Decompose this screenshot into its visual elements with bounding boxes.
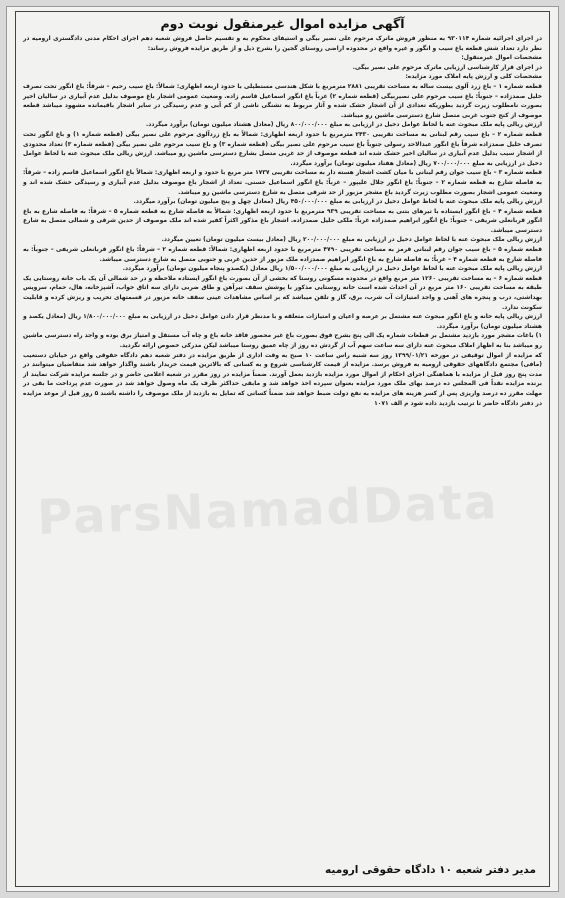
- notice-paragraph: در اجرای اجرائیه شماره ۹۳۰۱۱۴ به منظور فروش ماترک مرحوم علی نصیر بیگی و استیفای محکوم به و تقسیم حاصل فروش شعبه دهم اجرای احکام مدنی دادگستری ارومیه در نظر دارد تعداد شش قطعه باغ سیب و انگور و غیره واقع در محدوده اراضی روستای گجین را بشرح ذیل و از طریق مزایده فروش رساند:: [23, 35, 542, 52]
- notice-sheet: [6, 6, 559, 892]
- notice-paragraph: ارزش ریالی پایه ملک مبحوث عنه با لحاظ عوامل دخیل در ارزیابی به مبلغ ۱/۵۰۰/۰۰۰/۰۰۰ ریال معادل (یکصدو پنجاه میلیون تومان) برآورد میگردد.: [122, 265, 542, 273]
- notice-paragraph: ارزش ریالی ملک مبحوث عنه با لحاظ عوامل دخیل در ارزیابی به مبلغ ۲۰۰/۰۰۰/۰۰۰ ریال (معادل بیست میلیون تومان) تعیین میگردد.: [161, 236, 542, 244]
- notice-paragraph: قطعه شماره ۱ – باغ زرد آلوی بیست ساله به مساحت تقریبی ۲۸۸۱ مترمربع با شکل هندسی مستطیلی با حدود اربعه اظهاری: شمالاً: باغ سیب رحیم – شرقاً: باغ انگور تحت تصرف خلیل صمدزاده – جنوباً: باغ سیب مرحوم علی نصیربیگی (قطعه شماره ۲) غرباً باغ انگور اسماعیل قاسم زاده. وضعیت عمومی اشجار باغ موصوف بدلیل عدم آبیاری در سالیان اخیر بصورت نامطلوب زیرت گردید بطوریکه تعدادی از آن اشجار خشک شده و آثار مربوط به تشنگی ناشی از کم آبی و عدم رسیدگی در سایر اشجار باقیمانده مشهود میباشد قطعه موصوف از کنج جنوب غربی متصل شارع دسترسی ماشین رو میباشد.: [23, 82, 543, 119]
- notice-paragraph: ارزش ریالی پایه ملک مبحوث عنه با لحاظ عوامل دخیل در ارزیابی به مبلغ ۴۵۰/۰۰۰/۰۰۰ ریال (معادل چهل و پنج میلیون تومان) برآورد میگردد.: [133, 198, 542, 206]
- notice-paragraph: مشخصات اموال غیرمنقول:: [461, 54, 542, 62]
- signature: مدیر دفتر شعبه ۱۰ دادگاه حقوقی ارومیه: [325, 864, 536, 876]
- notice-frame: [15, 11, 550, 887]
- notice-paragraph: قطعه شماره ۴ – باغ انگور ایستاده با تیرهای بتنی به مساحت تقریبی ۹۳۹ مترمربع با حدود اربعه اظهاری: شمالاً به فاصله شارع به قطعه شماره ۵ – شرقاً: به فاصله شارع به باغ انگور قربانعلی شریفی – جنوباً: باغ انگور ابراهیم صمدزاده غرباً: ملکی خلیل صمدزاده. اشجار باغ مذکور اکثراً کفیر شده اند ملک موصوف از حدین شرقی و شمالی متصل به شارع دسترسی میباشد.: [23, 207, 543, 234]
- notice-paragraph: قطعه شماره ۵ – باغ سیب جوان رقم لبنانی قرمز به مساحت تقریبی ۴۷۹۰ مترمربع با حدود اربعه اظهاری: شمالاً: قطعه شماره ۲ – شرقاً: باغ انگور قربانعلی شریفی – جنوباً: به فاصله شارع به قطعه شماره ۴ – غرباً: به فاصله شارع به باغ انگور ابراهیم صمدزاده ملک مزبور از حدین غربی و جنوبی متصل به شارع دسترسی میباشد.: [23, 246, 543, 263]
- notice-paragraph: که مزایده از اموال توقیفی در مورخه ۱۳۹۹/۰۱/۲۱ روز سه شنبه راس ساعت ۱۰ صبح به وقت اداری از طریق مزایده در دفتر شعبه دهم دادگاه حقوقی واقع در خیابان دستغیب (مافی) مجتمع دادگاههای حقوقی ارومیه به فروش برسد. مزایده از قیمت کارشناسی شروع و به کسانی که بالاترین قیمت خریدار باشند واگذار خواهد شد متقاضیان میتوانند در مدت پنج روز قبل از مزایده با هماهنگی اجرای احکام از اموال مورد مزایده بازدید بعمل آورند. ضمناً مزایده در روز مقرر در شعبه اعلامی حاضر و در جلسه مزایده شرکت نمایند از برنده مزایده نقداً فی المجلس ده درصد بهای ملک مورد مزایده بعنوان سپرده اخذ خواهد شد و مابقی حداکثر ظرف یک ماه وصول خواهد شد در صورت عدم پرداخت ما بقی در مهلت مقرر ده درصد واریزی پس از کسر هزینه های مزایده به نفع دولت ضبط خواهد شد ضمناً کسانی که تمایل به بازدید از ملک موصوف را داشته باشند ۵ روز قبل از موعد مزایده در دفتر دادگاه حاضر تا ترتیب بازدید داده شود م الف ۱۰۷۱: [23, 351, 542, 407]
- notice-body: [23, 34, 542, 408]
- notice-paragraph: ۱) باغات مشجر مورد بازدید مشتمل بر قطعات شماره یک الی پنج بشرح فوق بصورت باغ غیر محصور فاقد خانه باغ و چاه آب مستقل و امتیاز برق بوده و واجد راه دسترسی ماشین رو میباشد بنا به اظهار املاک مبحوث عنه دارای سه ساعت سهم آب از گردش ده روز از چاه عمیق روستا میباشد لیکن مدرکی خصوص ارائه نگردید.: [23, 332, 542, 349]
- notice-paragraph: ارزش ریالی پایه خانه و باغ انگور مبحوث عنه مشتمل بر عرصه و اعیان و امتیازات متعلقه و با مدنظر قرار دادن عوامل دخیل در ارزیابی به مبلغ ۱/۸۰۰/۰۰۰/۰۰۰ ریال (معادل یکصد و هشتاد میلیون تومان) برآورد میگردد.: [23, 313, 542, 330]
- notice-title: آگهی مزایده اموال غیرمنقول نوبت دوم: [160, 16, 405, 31]
- notice-paragraph: قطعه شماره ۲ – باغ سیب رقم لبنانی به مساحت تقریبی ۲۴۳۰ مترمربع با حدود اربعه اظهاری: شمالاً به باغ زردآلوی مرحوم علی نصیر بیگی (قطعه شماره ۱) و باغ انگور تحت تصرف خلیل صمدزاده شرقاً باغ انگور عبدالاحد رسولی جنوباً باغ سیب مرحوم علی نصیر بیگی (قطعه شماره ۳) و باغ سیب مرحوم علی نصیر بیگی (قطعه شماره ۳) تعداد محدودی از اشجار سیب بدلیل عدم آبیاری در سالیان اخیر خشک شده اند قطعه موصوف از حد غربی متصل بشارع دسترسی ماشین رو میباشد. ارزش ریالی ملک مبحوث عنه با لحاظ عوامل دخیل در ارزیابی به مبلغ ۷۰۰/۰۰۰/۰۰۰ ریال (معادل هفتاد میلیون تومان) برآورد میگردد.: [23, 130, 543, 167]
- notice-paragraph: ارزش ریالی پایه ملک مبحوث عنه با لحاظ عوامل دخیل در ارزیابی به مبلغ ۸۰۰/۰۰۰/۰۰۰ ریال (معادل هشتاد میلیون تومان) برآورد میگردد.: [146, 121, 542, 129]
- notice-paragraph: در اجرای قرار کارشناسی ارزیابی ماترک مرحوم علی نصیر بیگی.: [352, 63, 542, 71]
- notice-paragraph: قطعه شماره ۶ – به مساحت تقریبی ۱۲۶۰ متر مربع واقع در محدوده مسکونی روستا که بخشی از آن بصورت باغ انگور ایستاده ملاحظه و در حد شمالی آن یک باب خانه روستایی یک طبقه به مساحت تقریبی ۱۶۰ متر مربع در آن احداث شده است خانه روستایی مذکور با پوشش سقف تیرآهن و طاق ضربی دارای سه اتاق خواب، آشپزخانه، هال، حمام، سرویس بهداشتی، درب و پنجره های آهنی و واجد امتیازات آب شرب، برق، گاز و تلفن میباشد که بر اساس مشاهدات عینی سقف خانه مزبور در قسمتهای تخریب و ریزش کرده و قابلیت سکونت ندارد.: [23, 274, 543, 311]
- watermark: ParsNamadData: [36, 473, 500, 547]
- notice-paragraph: قطعه شماره ۳ – باغ سیب جوان رقم لبنانی با میان کشت اشجار هسته دار به مساحت تقریبی ۱۷۳۷ متر مربع با حدود و اربعه اظهاری: شمالاً باغ انگور اسماعیل قاسم زاده – شرقاً: به فاصله شارع به قطعه شماره ۲ – جنوباً: باغ انگور جلال علیپور – غرباً: باغ انگور اسماعیل حسنی. تعداد از اشجار باغ موصوف بدلیل عدم آبیاری و رسیدگی خشک شده اند و وضعیت عمومی اشجار بصورت مطلوب زیرت گردید باغ مشجر مزبور از حد شرقی متصل به شارع دسترسی ماشین رو میباشد.: [23, 169, 543, 196]
- notice-paragraph: مشخصات کلی و ارزش پایه املاک مورد مزایده:: [405, 73, 542, 81]
